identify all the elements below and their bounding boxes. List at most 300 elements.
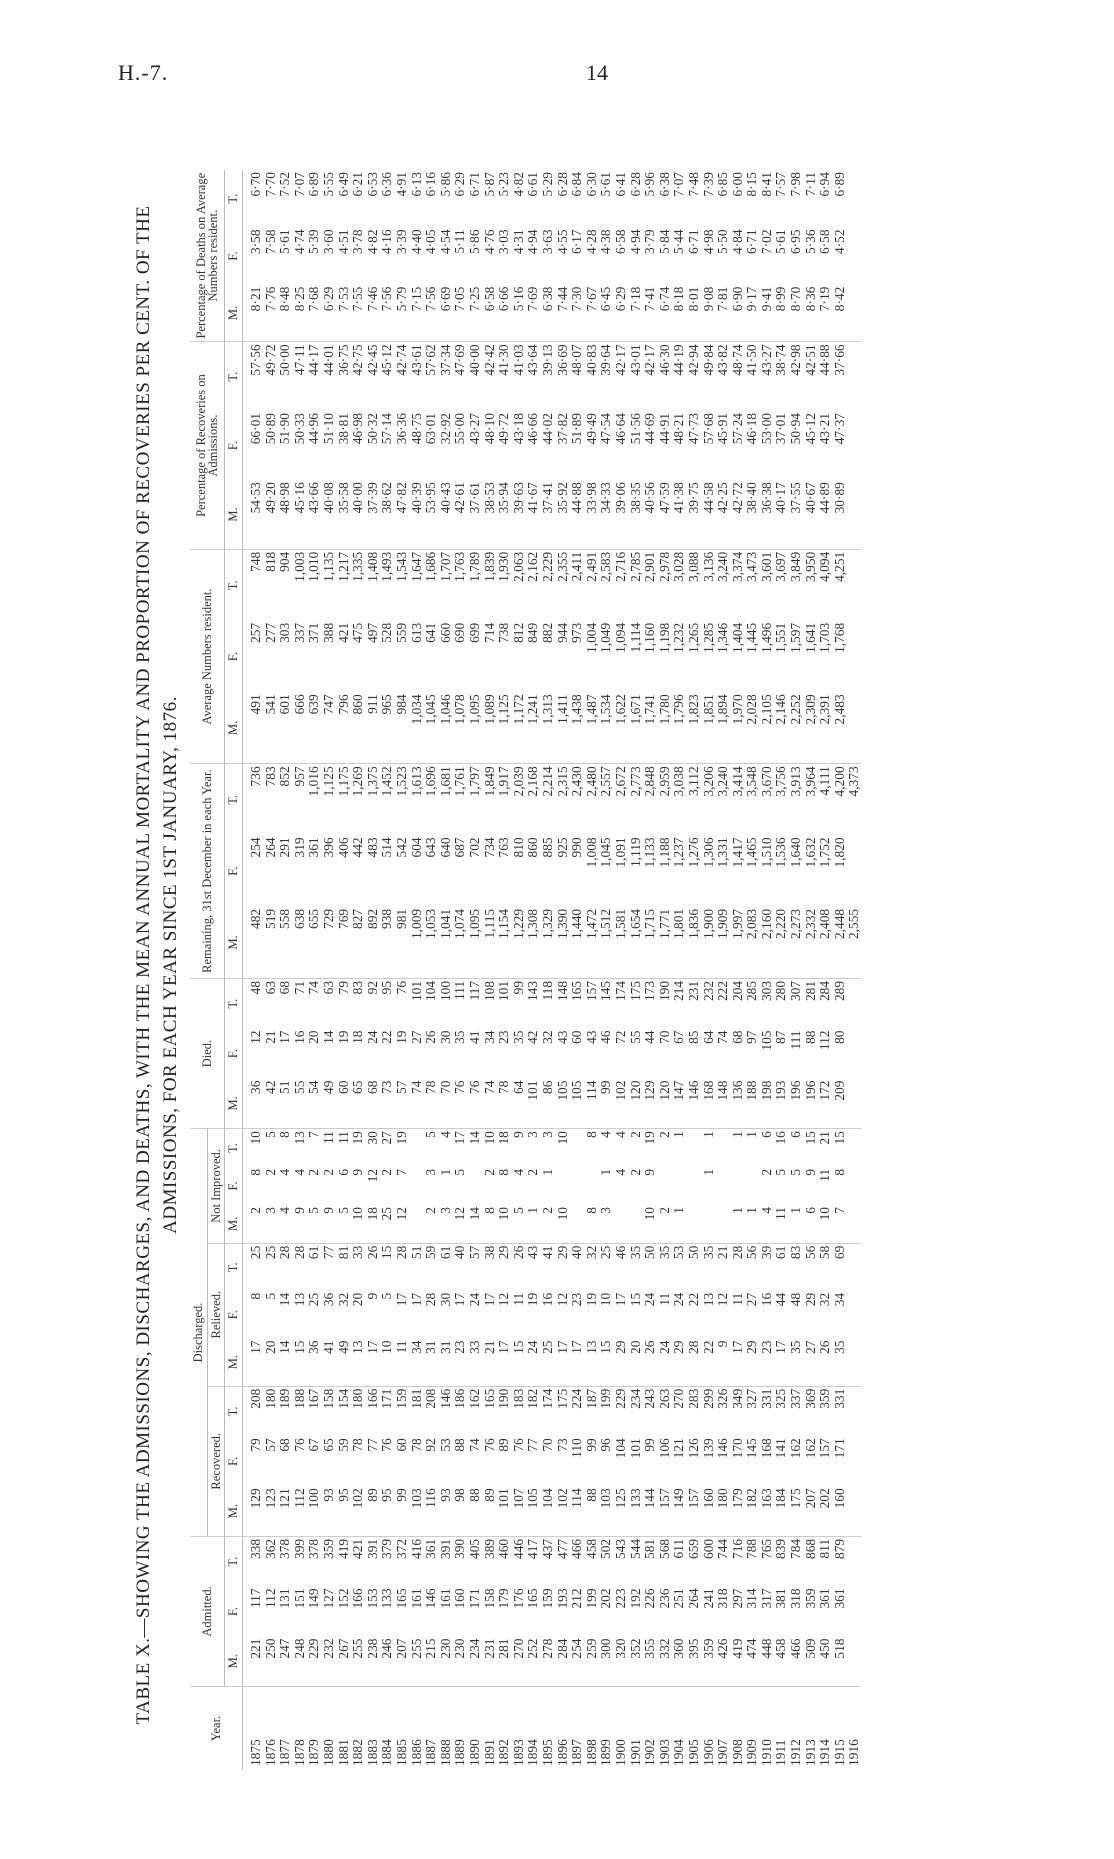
table-cell: 78 — [408, 1438, 424, 1452]
table-cell: 22 — [685, 1292, 701, 1307]
year-cell: 1889 — [453, 1687, 468, 1770]
table-cell: 28 — [292, 1243, 307, 1291]
table-cell: 8·25 — [291, 286, 307, 312]
header-recovered: Recovered. — [207, 1386, 225, 1536]
table-cell: 86 — [539, 1080, 555, 1094]
table-cell: 57·14 — [379, 413, 395, 445]
table-cell: 38·53 — [481, 482, 497, 514]
table-cell: 6 — [759, 1129, 774, 1167]
table-cell: 1,768 — [831, 622, 847, 653]
table-cell: 231 — [686, 978, 701, 1028]
table-cell — [847, 227, 862, 284]
table-cell: 6·36 — [379, 172, 395, 197]
table-cell — [847, 1167, 862, 1205]
table-cell — [672, 1167, 687, 1205]
table-cell — [686, 1129, 701, 1167]
table-cell: 372 — [394, 1536, 409, 1586]
table-cell: 42·75 — [351, 342, 366, 411]
table-cell: 640 — [437, 837, 453, 858]
table-cell — [847, 1129, 862, 1167]
table-cell: 278 — [539, 1638, 555, 1659]
table-cell: 5·79 — [394, 286, 410, 312]
table-cell: 37·82 — [554, 413, 570, 445]
table-cell: 4·76 — [481, 229, 497, 254]
table-cell: 458 — [773, 1638, 789, 1659]
table-cell: 26 — [817, 1340, 833, 1354]
table-cell: 69 — [832, 1243, 847, 1291]
table-row — [307, 170, 322, 1770]
table-cell: 6·74 — [656, 286, 672, 312]
table-cell — [409, 1129, 424, 1167]
table-cell: 25 — [539, 1340, 555, 1354]
table-cell: 17 — [452, 1292, 468, 1307]
table-cell: 13 — [583, 1340, 599, 1354]
table-cell: 4,111 — [818, 764, 833, 836]
table-cell: 8 — [248, 1168, 264, 1176]
table-cell: 9 — [511, 1129, 526, 1167]
table-cell: 81 — [336, 1243, 351, 1291]
table-cell: 1,269 — [351, 764, 366, 836]
table-cell: 6·61 — [525, 172, 541, 197]
table-cell: 40·43 — [437, 482, 453, 514]
table-cell: 477 — [555, 1536, 570, 1586]
table-cell: 9 — [321, 1207, 337, 1214]
table-cell: 426 — [715, 1638, 731, 1659]
table-cell: 2,039 — [511, 764, 526, 836]
table-cell: 7·44 — [554, 286, 570, 312]
table-cell: 1,997 — [729, 908, 745, 940]
table-cell: 35 — [628, 1243, 643, 1291]
table-cell: 158 — [481, 1588, 497, 1609]
table-cell: 78 — [423, 1080, 439, 1094]
table-cell: 12 — [554, 1292, 570, 1307]
table-cell: 1,771 — [656, 908, 672, 940]
table-cell: 23 — [452, 1340, 468, 1354]
table-cell: 827 — [350, 908, 366, 929]
table-cell: 51·10 — [321, 413, 337, 445]
table-cell: 121 — [277, 1488, 293, 1509]
table-cell: 1,836 — [685, 908, 701, 940]
table-row — [628, 170, 643, 1770]
table-cell: 145 — [599, 978, 614, 1028]
table-cell: 148 — [715, 1080, 731, 1101]
table-cell: 4·94 — [525, 229, 541, 254]
table-cell: 3,414 — [730, 764, 745, 836]
table-cell: 24 — [525, 1340, 541, 1354]
table-cell: 1,404 — [729, 622, 745, 653]
table-cell: 1 — [525, 1207, 541, 1214]
table-cell: 3,038 — [672, 764, 687, 836]
table-cell: 6·94 — [817, 172, 833, 197]
table-cell: 74 — [467, 1438, 482, 1452]
table-cell: 95 — [380, 978, 395, 1028]
table-cell: 3,697 — [774, 549, 789, 621]
table-cell: 149 — [306, 1588, 322, 1609]
table-cell: 46 — [613, 1243, 628, 1291]
table-cell: 126 — [685, 1438, 701, 1459]
table-cell: 35 — [510, 1030, 526, 1044]
table-cell — [847, 1436, 862, 1486]
table-cell: 1,445 — [744, 622, 760, 653]
table-cell: 5 — [262, 1292, 278, 1300]
table-cell: 30 — [365, 1129, 380, 1167]
table-cell: 6·58 — [481, 286, 497, 312]
table-cell: 1,045 — [423, 694, 439, 725]
table-cell: 101 — [525, 1080, 541, 1101]
table-cell: 9·08 — [700, 286, 716, 312]
table-cell: 4 — [599, 1129, 614, 1167]
table-cell: 116 — [423, 1488, 439, 1508]
table-cell: 61 — [307, 1243, 322, 1291]
table-cell: 5·50 — [715, 229, 731, 254]
table-cell: 23 — [569, 1292, 585, 1307]
table-cell: 7·02 — [758, 229, 774, 254]
table-cell: 2,028 — [744, 694, 760, 725]
table-cell: 297 — [729, 1588, 745, 1609]
table-cell: 29 — [497, 1243, 512, 1291]
table-cell: 2,083 — [744, 908, 760, 940]
table-cell: 1 — [598, 1168, 614, 1176]
table-cell: 7·55 — [350, 286, 366, 312]
subheader-f: F. — [225, 835, 243, 907]
table-cell — [847, 1205, 862, 1243]
year-cell: 1883 — [365, 1687, 380, 1770]
table-cell: 519 — [262, 908, 278, 929]
table-cell: 6 — [335, 1168, 351, 1176]
table-cell: 68 — [278, 978, 293, 1028]
table-cell: 2 — [321, 1168, 337, 1176]
table-cell: 6·29 — [612, 286, 628, 312]
table-cell: 7·48 — [685, 172, 701, 197]
table-cell: 21 — [716, 1243, 731, 1291]
table-cell — [686, 1167, 701, 1205]
table-cell: 8·21 — [248, 286, 264, 312]
table-cell: 101 — [496, 1488, 512, 1509]
table-cell: 5·23 — [496, 172, 512, 197]
table-cell: 1,536 — [773, 837, 789, 868]
table-cell: 3,756 — [774, 764, 789, 836]
table-cell: 88 — [467, 1488, 482, 1502]
table-row — [686, 170, 701, 1770]
table-cell: 3,849 — [788, 549, 803, 621]
table-cell: 202 — [817, 1488, 833, 1509]
table-cell: 284 — [554, 1638, 570, 1659]
table-cell: 160 — [452, 1588, 468, 1609]
table-cell — [847, 342, 862, 411]
table-cell: 18 — [350, 1030, 366, 1044]
table-cell: 21 — [818, 1129, 833, 1167]
table-cell: 38·81 — [335, 413, 351, 445]
table-cell: 3 — [437, 1207, 453, 1214]
table-cell: 168 — [758, 1438, 774, 1459]
table-cell: 24 — [671, 1292, 687, 1307]
table-cell: 41 — [540, 1243, 555, 1291]
table-cell: 184 — [773, 1488, 789, 1509]
table-cell: 50·32 — [364, 413, 380, 445]
table-cell: 6·90 — [729, 286, 745, 312]
table-cell: 92 — [365, 978, 380, 1028]
table-cell: 1,175 — [336, 764, 351, 836]
table-cell: 42·98 — [788, 342, 803, 411]
table-cell: 11 — [817, 1168, 833, 1182]
table-cell: 1,632 — [802, 837, 818, 868]
table-cell: 190 — [657, 978, 672, 1028]
subheader-m: M. — [225, 1637, 243, 1687]
table-cell: 17 — [569, 1340, 585, 1354]
table-cell — [847, 835, 862, 907]
table-cell: 1,761 — [453, 764, 468, 836]
table-cell: 3 — [526, 1129, 541, 1167]
table-cell: 1,512 — [598, 908, 614, 940]
table-cell — [847, 1637, 862, 1687]
table-row — [599, 170, 614, 1770]
table-cell: 162 — [467, 1386, 482, 1436]
table-cell: 146 — [423, 1588, 439, 1609]
year-cell: 1911 — [774, 1687, 789, 1770]
table-cell: 1,917 — [497, 764, 512, 836]
table-cell: 448 — [758, 1638, 774, 1659]
table-cell: 35 — [701, 1243, 716, 1291]
table-cell: 1,686 — [424, 549, 439, 621]
table-cell: 1,789 — [467, 549, 482, 621]
table-cell: 231 — [481, 1638, 497, 1659]
table-cell: 882 — [539, 622, 555, 643]
table-cell: 42·72 — [729, 482, 745, 514]
table-cell: 204 — [730, 978, 745, 1028]
table-cell: 43·64 — [526, 342, 541, 411]
table-title: TABLE X.—SHOWING THE ADMISSIONS, DISCHARGES, AND DEATHS, WITH THE MEAN ANNUAL MORTALITY AND PROPORTION OF RECOVERIES PER CENT. OF THE — [133, 205, 154, 1725]
table-cell: 5·11 — [452, 229, 468, 254]
table-cell: 8·48 — [277, 286, 293, 312]
table-cell: 3,950 — [803, 549, 818, 621]
table-cell: 44·19 — [672, 342, 687, 411]
table-cell: 6·28 — [627, 172, 643, 197]
table-cell: 8 — [831, 1168, 847, 1176]
table-row — [263, 170, 278, 1770]
table-cell: 7·67 — [583, 286, 599, 312]
table-cell: 28 — [278, 1243, 293, 1291]
table-cell: 1,095 — [467, 908, 482, 940]
table-cell: 70 — [656, 1030, 672, 1044]
subheader-m: M. — [225, 692, 243, 764]
table-cell: 4·91 — [394, 172, 410, 197]
table-cell: 497 — [364, 622, 380, 643]
table-cell: 28 — [423, 1292, 439, 1307]
table-cell: 76 — [467, 1080, 482, 1094]
table-cell: 6·71 — [744, 229, 760, 254]
table-cell: 38·62 — [379, 482, 395, 514]
table-cell: 1,417 — [729, 837, 745, 868]
table-cell: 1,849 — [482, 764, 497, 836]
table-cell: 1,894 — [715, 694, 731, 725]
table-cell: 267 — [335, 1638, 351, 1659]
table-cell: 63 — [321, 978, 336, 1028]
table-cell: 8 — [278, 1129, 293, 1167]
table-cell: 65 — [321, 1438, 337, 1452]
table-cell: 2 — [525, 1168, 541, 1176]
table-cell: 32 — [817, 1292, 833, 1307]
table-cell: 4,373 — [847, 764, 862, 836]
table-cell: 165 — [570, 978, 585, 1028]
table-row — [847, 170, 862, 1770]
table-cell: 34 — [831, 1292, 847, 1307]
table-cell: 247 — [277, 1638, 293, 1659]
table-cell: 796 — [335, 694, 351, 715]
table-cell: 788 — [745, 1536, 760, 1586]
table-cell: 67 — [306, 1438, 322, 1452]
table-cell: 21 — [481, 1340, 497, 1354]
table-cell: 46·66 — [525, 413, 541, 445]
table-cell: 6·69 — [437, 286, 453, 312]
table-cell: 362 — [263, 1536, 278, 1586]
table-cell: 7·11 — [802, 172, 818, 197]
table-cell — [716, 1205, 731, 1243]
table-cell: 57·24 — [729, 413, 745, 445]
table-cell: 559 — [394, 622, 410, 643]
table-cell: 6·71 — [467, 172, 482, 197]
table-row — [278, 170, 293, 1770]
table-cell: 1,801 — [671, 908, 687, 940]
table-cell: 131 — [277, 1588, 293, 1609]
table-cell: 14 — [467, 1207, 482, 1221]
table-cell: 763 — [496, 837, 512, 858]
table-cell: 149 — [671, 1488, 687, 1509]
table-cell: 2 — [758, 1168, 774, 1176]
table-cell: 106 — [656, 1438, 672, 1459]
table-cell: 1,119 — [627, 837, 643, 868]
subheader-f: F. — [225, 1586, 243, 1636]
subheader-m: M. — [225, 1339, 243, 1387]
table-cell — [847, 1243, 862, 1291]
table-cell: 5·96 — [642, 172, 658, 197]
table-cell: 20 — [262, 1340, 278, 1354]
table-cell: 1 — [672, 1129, 687, 1167]
table-cell: 44·91 — [656, 413, 672, 445]
table-cell: 146 — [438, 1386, 453, 1436]
table-cell: 40·08 — [321, 482, 337, 514]
year-cell: 1901 — [628, 1687, 643, 1770]
table-cell — [716, 1167, 731, 1205]
table-cell: 67 — [671, 1030, 687, 1044]
table-cell: 22 — [379, 1030, 395, 1044]
table-cell — [613, 1205, 628, 1243]
table-cell: 37·39 — [364, 482, 380, 514]
table-cell: 2,959 — [657, 764, 672, 836]
table-row — [351, 170, 366, 1770]
table-cell: 2,063 — [511, 549, 526, 621]
table-cell: 1,408 — [365, 549, 380, 621]
table-cell — [847, 1291, 862, 1339]
table-cell: 11 — [336, 1129, 351, 1167]
table-cell: 5·61 — [598, 172, 614, 197]
table-cell: 37·55 — [788, 482, 804, 514]
table-cell: 41·38 — [671, 482, 687, 514]
table-cell: 29 — [744, 1340, 760, 1354]
table-cell: 255 — [408, 1638, 424, 1659]
table-row — [467, 170, 482, 1770]
table-cell: 1,493 — [380, 549, 395, 621]
table-cell: 990 — [569, 837, 585, 858]
table-cell: 811 — [818, 1536, 833, 1586]
table-cell: 76 — [481, 1438, 497, 1452]
table-cell — [847, 1339, 862, 1387]
table-cell: 19 — [394, 1129, 409, 1167]
table-cell: 659 — [686, 1536, 701, 1586]
table-cell: 10 — [817, 1207, 833, 1221]
table-cell: 1,796 — [671, 694, 687, 725]
table-cell: 611 — [672, 1536, 687, 1586]
table-cell: 250 — [262, 1638, 278, 1659]
table-cell: 352 — [627, 1638, 643, 1659]
table-cell: 264 — [685, 1588, 701, 1609]
table-cell: 57·68 — [700, 413, 716, 445]
table-cell: 1,581 — [612, 908, 628, 940]
table-cell: 289 — [832, 978, 847, 1028]
table-cell: 102 — [554, 1488, 570, 1509]
table-cell: 49 — [321, 1080, 337, 1094]
table-row — [424, 170, 439, 1770]
table-cell: 148 — [555, 978, 570, 1028]
table-cell: 361 — [817, 1588, 833, 1609]
table-cell: 10 — [554, 1207, 570, 1221]
subheader-f: F. — [225, 1167, 243, 1205]
table-cell: 11 — [656, 1292, 672, 1306]
table-cell: 1 — [745, 1129, 760, 1167]
table-cell: 146 — [715, 1438, 731, 1459]
table-cell: 145 — [744, 1438, 760, 1459]
table-cell: 1,438 — [569, 694, 585, 725]
table-cell: 7·39 — [700, 172, 716, 197]
table-cell: 105 — [525, 1488, 541, 1509]
table-cell: 29 — [671, 1340, 687, 1354]
table-cell: 74 — [715, 1030, 731, 1044]
table-cell: 44·01 — [321, 342, 336, 411]
table-cell: 8·42 — [831, 286, 847, 312]
table-cell: 1 — [700, 1168, 716, 1176]
table-cell: 1,004 — [583, 622, 599, 653]
table-cell: 738 — [496, 622, 512, 643]
table-cell: 68 — [729, 1030, 745, 1044]
table-cell: 234 — [467, 1638, 482, 1659]
table-cell: 76 — [510, 1438, 526, 1452]
table-cell: 47·69 — [453, 342, 468, 411]
table-cell: 10 — [350, 1207, 366, 1221]
year-cell: 1884 — [380, 1687, 395, 1770]
table-cell: 10 — [598, 1292, 614, 1307]
table-cell: 104 — [539, 1488, 555, 1509]
table-cell: 6·17 — [569, 229, 585, 254]
table-cell: 15 — [832, 1129, 847, 1167]
table-cell: 9 — [715, 1340, 731, 1348]
table-cell: 93 — [321, 1488, 337, 1502]
table-cell: 19 — [643, 1129, 658, 1167]
table-cell: 207 — [394, 1638, 410, 1659]
table-cell: 187 — [584, 1386, 599, 1436]
table-cell: 38·74 — [774, 342, 789, 411]
year-cell: 1900 — [613, 1687, 628, 1770]
table-cell: 42 — [525, 1030, 541, 1044]
table-cell: 3,112 — [686, 764, 701, 836]
table-cell: 40·00 — [467, 342, 482, 411]
table-cell: 1,114 — [627, 622, 643, 653]
table-cell: 143 — [526, 978, 541, 1028]
table-cell: 35 — [788, 1340, 804, 1354]
table-cell: 103 — [598, 1488, 614, 1509]
table-cell: 74 — [408, 1080, 424, 1094]
table-cell: 76 — [379, 1438, 395, 1452]
table-cell: 1,313 — [539, 694, 555, 725]
table-cell: 6·85 — [715, 172, 731, 197]
